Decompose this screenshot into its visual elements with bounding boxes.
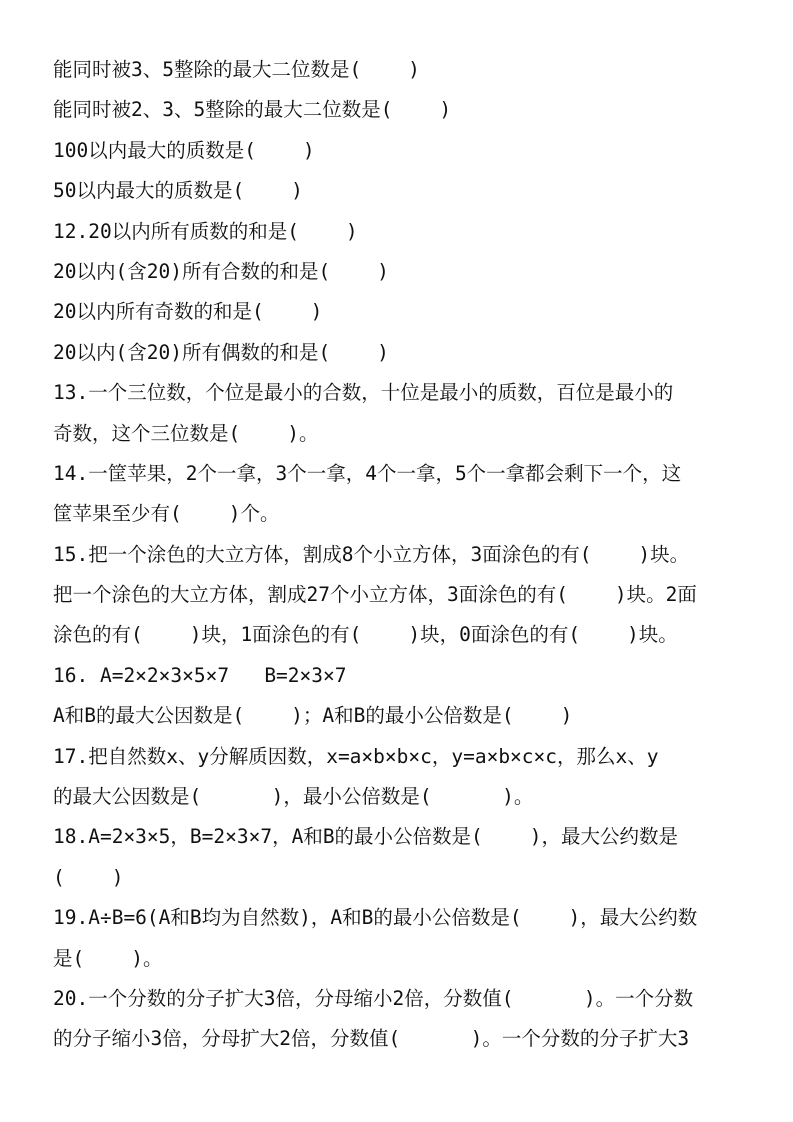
text-line: 20.一个分数的分子扩大3倍，分母缩小2倍，分数值( )。一个分数 bbox=[53, 986, 694, 1010]
text-line: 能同时被2、3、5整除的最大二位数是( ) bbox=[53, 98, 452, 122]
text-line: 20以内所有奇数的和是( ) bbox=[53, 300, 323, 324]
text-line: A和B的最大公因数是( )；A和B的最小公倍数是( ) bbox=[53, 704, 573, 728]
text-line: 20以内(含20)所有合数的和是( ) bbox=[53, 259, 389, 283]
text-line: 16. A=2×2×3×5×7 B=2×3×7 bbox=[53, 663, 347, 687]
text-block bbox=[53, 50, 753, 1060]
text-line: 19.A÷B=6(A和B均为自然数)，A和B的最小公倍数是( )，最大公约数 bbox=[53, 906, 698, 930]
text-line: 能同时被3、5整除的最大二位数是( ) bbox=[53, 58, 420, 81]
text-line: 15.把一个涂色的大立方体，割成8个小立方体，3面涂色的有( )块。 bbox=[53, 542, 690, 566]
text-line: 奇数，这个三位数是( )。 bbox=[53, 421, 319, 445]
text-line: 的最大公因数是( )，最小公倍数是( )。 bbox=[53, 785, 534, 809]
text-line: 18.A=2×3×5，B=2×3×7，A和B的最小公倍数是( )，最大公约数是 bbox=[53, 825, 679, 849]
text-line: 50以内最大的质数是( ) bbox=[53, 179, 303, 203]
text-line: 14.一筐苹果，2个一拿，3个一拿，4个一拿，5个一拿都会剩下一个，这 bbox=[53, 461, 682, 485]
text-line: 12.20以内所有质数的和是( ) bbox=[53, 219, 358, 243]
text-line: 涂色的有( )块，1面涂色的有( )块，0面涂色的有( )块。 bbox=[53, 623, 678, 647]
text-line: 的分子缩小3倍，分母扩大2倍，分数值( )。一个分数的分子扩大3 bbox=[53, 1027, 690, 1051]
text-line: ( ) bbox=[53, 865, 124, 889]
text-line: 筐苹果至少有( )个。 bbox=[53, 502, 280, 526]
text-line: 100以内最大的质数是( ) bbox=[53, 138, 315, 162]
text-line: 是( )。 bbox=[53, 946, 163, 970]
text-line: 20以内(含20)所有偶数的和是( ) bbox=[53, 340, 389, 364]
text-line: 17.把自然数x、y分解质因数，x=a×b×b×c，y=a×b×c×c，那么x、y bbox=[53, 744, 659, 768]
text-line: 把一个涂色的大立方体，割成27个小立方体，3面涂色的有( )块。2面 bbox=[53, 583, 697, 607]
text-line: 13.一个三位数，个位是最小的合数，十位是最小的质数，百位是最小的 bbox=[53, 381, 674, 405]
